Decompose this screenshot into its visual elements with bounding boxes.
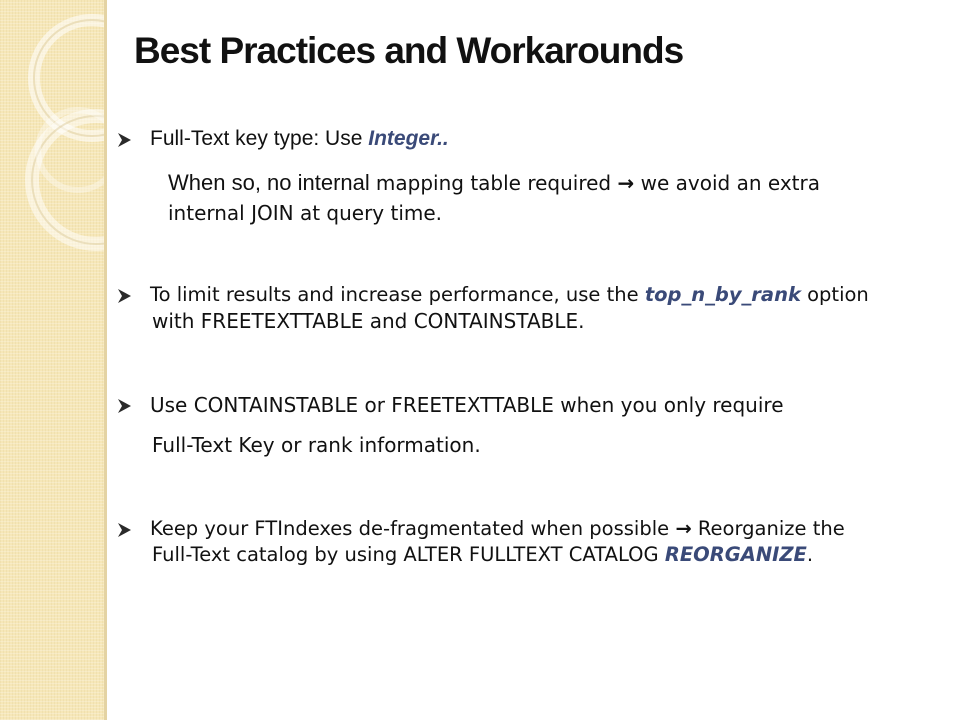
bullet-note: When so, no internal mapping table required → we avoid an extra <box>168 170 820 195</box>
bullet-note-continued: internal JOIN at query time. <box>168 201 443 225</box>
bullet-text: Use CONTAINSTABLE or FREETEXTTABLE when you only require <box>150 393 784 417</box>
arrow-right-icon: → <box>675 517 692 540</box>
bullet-text: Keep your FTIndexes de-fragmentated when possible → Reorganize the <box>150 517 845 540</box>
right-arrowhead-icon <box>116 522 132 538</box>
bullet-text-continued: with FREETEXTTABLE and CONTAINSTABLE. <box>152 309 585 333</box>
bullet-text-continued: Full-Text catalog by using ALTER FULLTEXT CATALOG REORGANIZE. <box>152 543 814 566</box>
decorative-rings <box>0 0 107 320</box>
bullet-item <box>116 126 449 152</box>
bullet-text: Full-Text key type: Use Integer.. <box>150 127 449 150</box>
right-arrowhead-icon <box>116 132 132 148</box>
slide-title: Best Practices and Workarounds <box>134 30 684 71</box>
bullet-item <box>116 516 845 542</box>
right-arrowhead-icon <box>116 288 132 304</box>
right-arrowhead-icon <box>116 398 132 414</box>
bullet-item <box>116 282 869 308</box>
arrow-right-icon: → <box>617 171 635 195</box>
bullet-item <box>116 392 784 418</box>
bullet-text: To limit results and increase performance, use the top_n_by_rank option <box>150 283 869 306</box>
bullet-text-continued: Full-Text Key or rank information. <box>152 433 481 457</box>
decorative-side-band <box>0 0 107 720</box>
